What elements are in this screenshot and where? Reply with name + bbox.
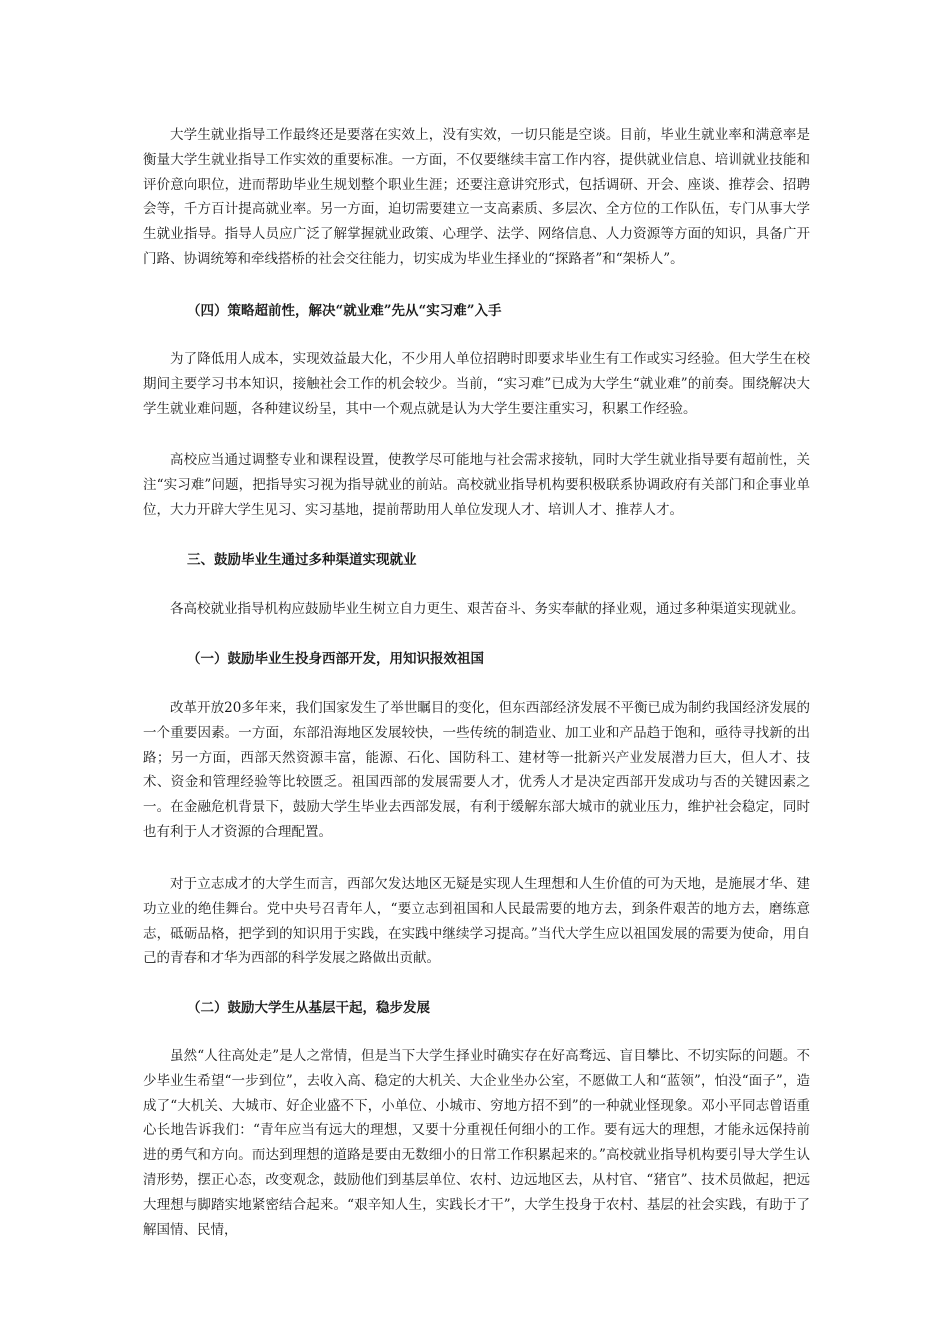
- paragraph-internship-difficulty: 为了降低用人成本，实现效益最大化，不少用人单位招聘时即要求毕业生有工作或实习经验。但大学生在校期间主要学习书本知识，接触社会工作的机会较少。当前，“实习难”已成为大学生“就业难”的前奏。围绕解决大学生就业难问题，各种建议纷呈，其中一个观点就是认为大学生要注重实习，积累工作经验。: [143, 351, 810, 417]
- paragraph-western-development: 改革开放20多年来，我们国家发生了举世瞩目的变化，但东西部经济发展不平衡已成为制约我国经济发展的一个重要因素。一方面，东部沿海地区发展较快，一些传统的制造业、加工业和产品趋于饱和，亟待寻找新的出路；另一方面，西部天然资源丰富，能源、石化、国防科工、建材等一批新兴产业发展潜力巨大，但人才、技术、资金和管理经验等比较匮乏。祖国西部的发展需要人才，优秀人才是决定西部开发成功与否的关键因素之一。在金融危机背景下，鼓励大学生毕业去西部发展，有利于缓解东部大城市的就业压力，维护社会稳定，同时也有利于人才资源的合理配置。: [143, 700, 810, 840]
- section-heading-1: （一）鼓励毕业生投身西部开发，用知识报效祖国: [187, 651, 484, 667]
- paragraph-western-stage: 对于立志成才的大学生而言，西部欠发达地区无疑是实现人生理想和人生价值的可为天地，是施展才华、建功立业的绝佳舞台。党中央号召青年人，“要立志到祖国和人民最需要的地方去，到条件艰苦的地方去，磨练意志，砥砺品格，把学到的知识用于实践，在实践中继续学习提高。”当代大学生应以祖国发展的需要为使命，用自己的青春和才华为西部的科学发展之路做出贡献。: [143, 876, 810, 967]
- paragraph-grassroots: 虽然“人往高处走”是人之常情，但是当下大学生择业时确实存在好高骛远、盲目攀比、不切实际的问题。不少毕业生希望“一步到位”，去收入高、稳定的大机关、大企业坐办公室，不愿做工人和“蓝领”，怕没“面子”，造成了“大机关、大城市、好企业盛不下，小单位、小城市、穷地方招不到”的一种就业怪现象。邓小平同志曾语重心长地告诉我们：“青年应当有远大的理想，又要十分重视任何细小的工作。要有远大的理想，才能永远保持前进的勇气和方向。而达到理想的道路是要由无数细小的日常工作积累起来的。”高校就业指导机构要引导大学生认清形势，摆正心态，改变观念，鼓励他们到基层单位、农村、边远地区去，从村官、“猪官”、技术员做起，把远大理想与脚踏实地紧密结合起来。“艰辛知人生，实践长才干”，大学生投身于农村、基层的社会实践，有助于了解国情、民情，: [143, 1048, 810, 1238]
- section-heading-4: （四）策略超前性，解决“就业难”先从“实习难”入手: [187, 303, 502, 319]
- paragraph-practical-effect: 大学生就业指导工作最终还是要落在实效上，没有实效，一切只能是空谈。目前，毕业生就业率和满意率是衡量大学生就业指导工作实效的重要标准。一方面，不仅要继续丰富工作内容，提供就业信息、培训就业技能和评价意向职位，进而帮助毕业生规划整个职业生涯；还要注意讲究形式，包括调研、开会、座谈、推荐会、招聘会等，千方百计提高就业率。另一方面，迫切需要建立一支高素质、多层次、全方位的工作队伍，专门从事大学生就业指导。指导人员应广泛了解掌握就业政策、心理学、法学、网络信息、人力资源等方面的知识，具备广开门路、协调统筹和牵线搭桥的社会交往能力，切实成为毕业生择业的“探路者”和“架桥人”。: [143, 127, 810, 267]
- paragraph-curriculum-adjustment: 高校应当通过调整专业和课程设置，使教学尽可能地与社会需求接轨，同时大学生就业指导要有超前性，关注“实习难”问题，把指导实习视为指导就业的前站。高校就业指导机构要积极联系协调政府有关部门和企事业单位，大力开辟大学生见习、实习基地，提前帮助用人单位发现人才、培训人才、推荐人才。: [143, 452, 810, 518]
- paragraph-multiple-channels: 各高校就业指导机构应鼓励毕业生树立自力更生、艰苦奋斗、务实奉献的择业观，通过多种渠道实现就业。: [170, 601, 805, 617]
- chapter-heading-3: 三、鼓励毕业生通过多种渠道实现就业: [187, 552, 417, 568]
- section-heading-2: （二）鼓励大学生从基层干起，稳步发展: [187, 1000, 430, 1016]
